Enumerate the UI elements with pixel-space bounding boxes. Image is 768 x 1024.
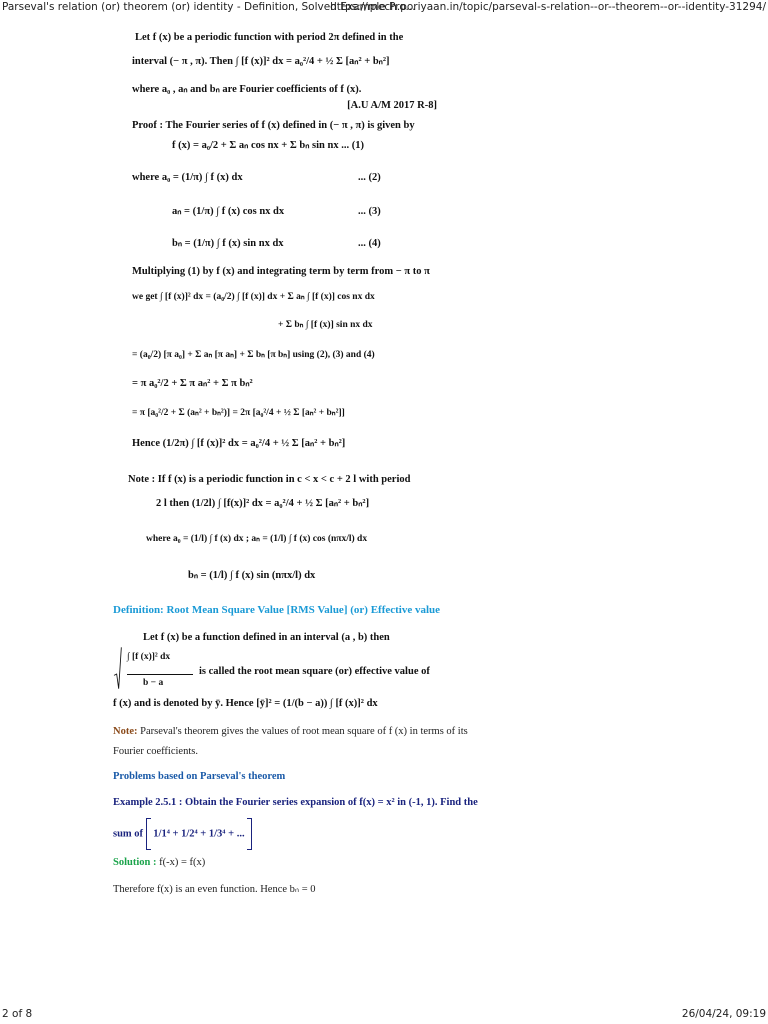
right-bracket — [247, 818, 252, 850]
note-text-2: Fourier coefficients. — [113, 746, 198, 757]
equation-3: aₙ = (1/π) ∫ f (x) cos nx dx — [172, 206, 285, 217]
proof-line: Proof : The Fourier series of f (x) defined in (− π , π) is given by — [132, 120, 415, 131]
left-bracket — [146, 818, 151, 850]
browser-footer — [0, 1006, 768, 1024]
we-get-line-2: + Σ bₙ ∫ [f (x)] sin nx dx — [278, 320, 373, 330]
equation-4-tag: ... (4) — [358, 238, 381, 249]
solution-label: Solution : — [113, 857, 157, 868]
step-2: = π a₀²/2 + Σ π aₙ² + Σ π bₙ² — [132, 378, 253, 389]
sqrt-sign — [113, 646, 123, 690]
note-label: Note: — [113, 726, 138, 737]
page-title: Parseval's relation (or) theorem (or) identity - Definition, Solved Example Pro... — [2, 1, 416, 13]
note-formula: 2 l then (1/2l) ∫ [f(x)]² dx = a₀²/4 + ½ Σ [aₙ² + bₙ²] — [156, 498, 370, 509]
we-get-line-1: we get ∫ [f (x)]² dx = (a₀/2) ∫ [f (x)] dx + Σ aₙ ∫ [f (x)] cos nx dx — [132, 292, 375, 302]
rms-line-2: is called the root mean square (or) effective value of — [199, 666, 430, 677]
equation-2-tag: ... (2) — [358, 172, 381, 183]
multiplying-line: Multiplying (1) by f (x) and integrating term by term from − π to π — [132, 266, 430, 277]
hence-result: Hence (1/2π) ∫ [f (x)]² dx = a₀²/4 + ½ Σ [aₙ² + bₙ²] — [132, 438, 346, 449]
problems-heading: Problems based on Parseval's theorem — [113, 771, 286, 782]
parseval-formula: ∫ [f (x)]² dx = a₀²/4 + ½ Σ [aₙ² + bₙ²] — [235, 56, 390, 67]
interval-line: interval (− π , π). Then ∫ [f (x)]² dx = a₀²/4 + ½ Σ [aₙ² + bₙ²] — [132, 56, 390, 67]
intro-line: Let f (x) be a periodic function with period 2π defined in the — [135, 32, 404, 43]
note-periodic: Note : If f (x) is a periodic function in c < x < c + 2 l with period — [128, 474, 411, 485]
step-3: = π [a₀²/2 + Σ (aₙ² + bₙ²)] = 2π [a₀²/4 + ½ Σ [aₙ² + bₙ²]] — [132, 408, 345, 418]
therefore-line: Therefore f(x) is an even function. Hence bₙ = 0 — [113, 884, 316, 895]
rms-fraction-bar — [127, 674, 193, 675]
example-sum-prefix: sum of — [113, 828, 144, 840]
rms-numerator: ∫ [f (x)]² dx — [127, 652, 171, 662]
step-1: = (a₀/2) [π a₀] + Σ aₙ [π aₙ] + Σ bₙ [π bₙ] using (2), (3) and (4) — [132, 350, 375, 360]
example-heading: Example 2.5.1 : Obtain the Fourier series expansion of f(x) = x² in (-1, 1). Find the — [113, 797, 478, 808]
page-number: 2 of 8 — [2, 1008, 33, 1020]
solution-line — [113, 857, 205, 868]
example-sum-line — [113, 818, 252, 842]
rms-definition-title: Definition: Root Mean Square Value [RMS Value] (or) Effective value — [113, 604, 441, 616]
equation-4: bₙ = (1/π) ∫ f (x) sin nx dx — [172, 238, 284, 249]
note-text: Parseval's theorem gives the values of root mean square of f (x) in terms of its — [140, 726, 468, 737]
rms-denominator: b − a — [143, 678, 164, 688]
print-datetime: 26/04/24, 09:19 — [681, 1008, 766, 1020]
exam-reference: [A.U A/M 2017 R-8] — [347, 100, 437, 111]
example-series: 1/1⁴ + 1/2⁴ + 1/3⁴ + ... — [153, 828, 245, 840]
rms-line-1: Let f (x) be a function defined in an interval (a , b) then — [143, 632, 390, 643]
equation-2: where a₀ = (1/π) ∫ f (x) dx — [132, 172, 243, 183]
note-bn: bₙ = (1/l) ∫ f (x) sin (nπx/l) dx — [188, 570, 316, 581]
page-url[interactable]: https://mech.poriyaan.in/topic/parseval-s-relation--or--theorem--or--identity-31294/ — [330, 1, 766, 13]
equation-3-tag: ... (3) — [358, 206, 381, 217]
where-coefficients: where a₀ , aₙ and bₙ are Fourier coefficients of f (x). — [132, 84, 362, 95]
note-paragraph — [113, 726, 468, 737]
equation-1: f (x) = a₀/2 + Σ aₙ cos nx + Σ bₙ sin nx ... (1) — [172, 140, 364, 151]
rms-line-3: f (x) and is denoted by ȳ. Hence [ȳ]² = (1/(b − a)) ∫ [f (x)]² dx — [113, 698, 378, 709]
solution-text: f(-x) = f(x) — [159, 857, 206, 868]
note-coefficients: where a₀ = (1/l) ∫ f (x) dx ; aₙ = (1/l) ∫ f (x) cos (nπx/l) dx — [146, 534, 368, 544]
browser-header — [0, 0, 768, 16]
